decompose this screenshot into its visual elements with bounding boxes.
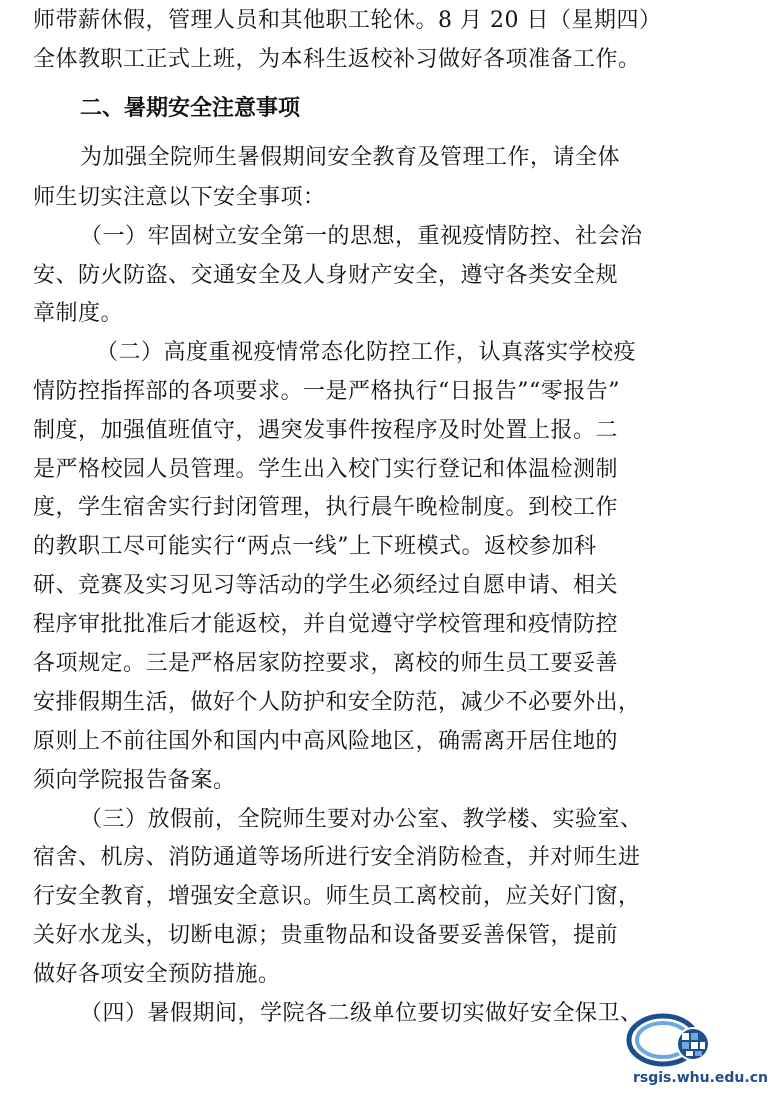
text-line: 的教职工尽可能实行“两点一线”上下班模式。返校参加科: [33, 534, 597, 559]
text-line: 安、防火防盗、交通安全及人身财产安全，遵守各类安全规: [33, 263, 619, 288]
text-line: 全体教职工正式上班，为本科生返校补习做好各项准备工作。: [33, 47, 641, 72]
text-line: 师带薪休假，管理人员和其他职工轮休。8 月 20 日（星期四）: [33, 8, 662, 33]
whu-logo-icon: [625, 1012, 715, 1070]
text-line: 各项规定。三是严格居家防控要求，离校的师生员工要妥善: [33, 651, 619, 676]
text-line: 原则上不前往国外和国内中高风险地区，确需离开居住地的: [33, 729, 619, 754]
text-line: 师生切实注意以下安全事项：: [33, 185, 326, 210]
text-line: （三）放假前，全院师生要对办公室、教学楼、实验室、: [80, 807, 643, 832]
text-line: 须向学院报告备案。: [33, 768, 236, 793]
text-line: 做好各项安全预防措施。: [33, 962, 281, 987]
watermark-url: rsgis.whu.edu.cn: [633, 1070, 768, 1086]
watermark-logo: [625, 1012, 768, 1094]
text-line: 研、竞赛及实习见习等活动的学生必须经过自愿申请、相关: [33, 573, 619, 598]
text-line: 制度，加强值班值守，遇突发事件按程序及时处置上报。二: [33, 418, 619, 443]
text-line: 章制度。: [33, 301, 124, 326]
text-line: 安排假期生活，做好个人防护和安全防范，减少不必要外出，: [33, 690, 641, 715]
text-line: 情防控指挥部的各项要求。一是严格执行“日报告”“零报告”: [33, 379, 620, 404]
text-line: （一）牢固树立安全第一的思想，重视疫情防控、社会治: [80, 224, 643, 249]
text-line: 宿舍、机房、消防通道等场所进行安全消防检查，并对师生进: [33, 845, 641, 870]
text-line: 度，学生宿舍实行封闭管理，执行晨午晚检制度。到校工作: [33, 495, 619, 520]
text-line: （二）高度重视疫情常态化防控工作，认真落实学校疫: [96, 340, 637, 365]
text-line: 程序审批批准后才能返校，并自觉遵守学校管理和疫情防控: [33, 612, 619, 637]
text-line: 行安全教育，增强安全意识。师生员工离校前，应关好门窗，: [33, 884, 641, 909]
text-line: 关好水龙头，切断电源；贵重物品和设备要妥善保管，提前: [33, 923, 619, 948]
text-line: 是严格校园人员管理。学生出入校门实行登记和体温检测制: [33, 457, 619, 482]
text-line: 为加强全院师生暑假期间安全教育及管理工作，请全体: [80, 145, 621, 170]
text-line: （四）暑假期间，学院各二级单位要切实做好安全保卫、: [80, 1001, 643, 1026]
section-heading: 二、暑期安全注意事项: [80, 96, 301, 121]
